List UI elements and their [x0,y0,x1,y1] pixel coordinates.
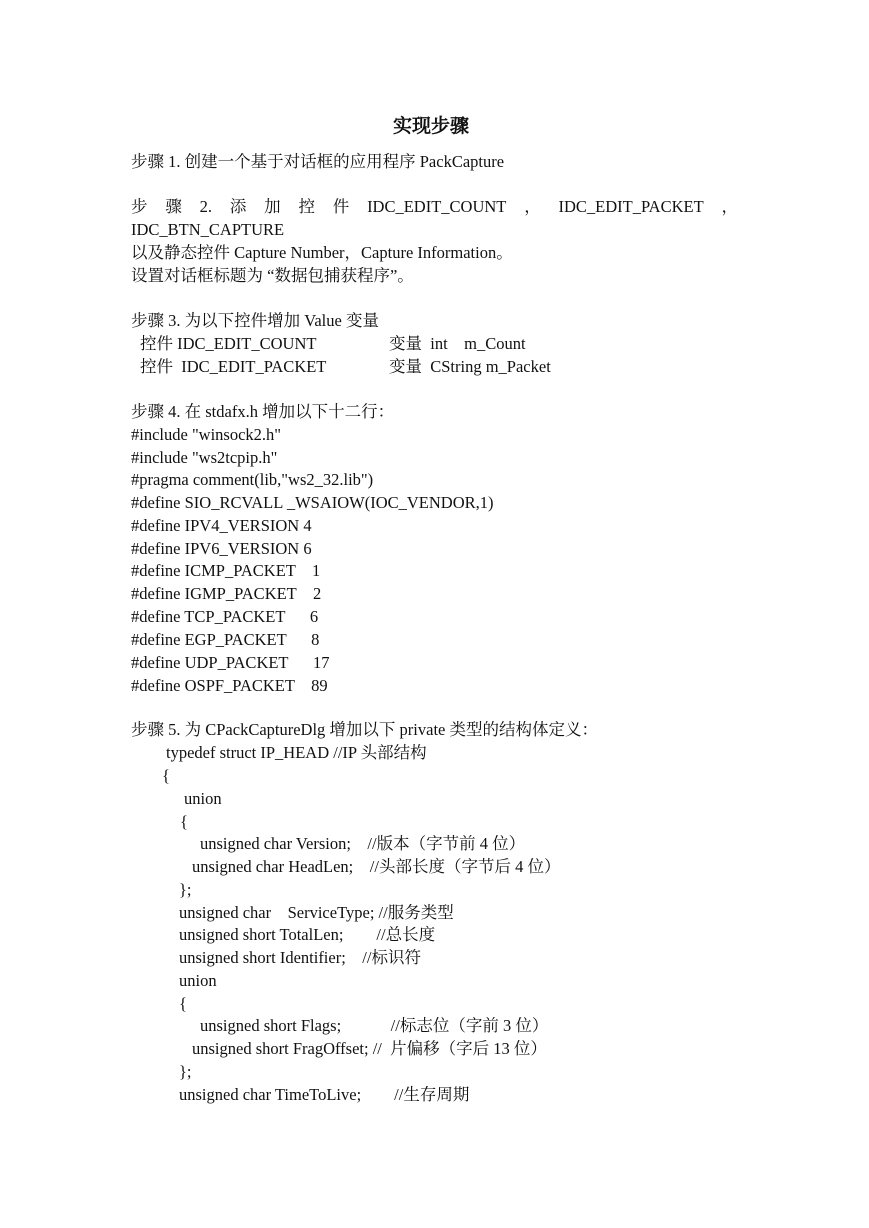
code-line: unsigned char TimeToLive; //生存周期 [179,1085,470,1104]
step3-control: 控件 IDC_EDIT_COUNT [140,334,317,353]
code-line: { [179,994,187,1013]
step2-line4: 设置对话框标题为 “数据包捕获程序”。 [131,266,414,285]
step2-line2: IDC_BTN_CAPTURE [131,220,285,239]
code-line: #define IPV6_VERSION 6 [131,539,312,558]
step2-word: 件 [332,197,350,216]
step2-word: IDC_EDIT_PACKET [558,197,704,216]
step2-word: 2. [199,197,212,216]
step2-line1 [131,197,738,217]
code-line: #define ICMP_PACKET 1 [131,561,321,580]
page-title: 实现步骤 [393,116,470,137]
code-line: #define IPV4_VERSION 4 [131,516,312,535]
code-line: #define IGMP_PACKET 2 [131,584,322,603]
step4-heading: 步骤 4. 在 stdafx.h 增加以下十二行： [131,402,395,421]
code-line: { [162,766,170,785]
step2-word: ， [524,197,541,216]
step2-word: 加 [264,197,281,216]
code-line: unsigned char ServiceType; //服务类型 [179,903,454,922]
code-line: union [179,971,217,990]
code-line: unsigned short Identifier; //标识符 [179,948,421,967]
code-line: #define OSPF_PACKET 89 [131,676,328,695]
code-line: unsigned short FragOffset; // 片偏移（字后 13 位） [192,1039,547,1058]
step2-word: 控 [298,197,315,216]
code-line: typedef struct IP_HEAD //IP 头部结构 [166,743,427,762]
code-line: #define TCP_PACKET 6 [131,607,319,626]
step2-word: 骤 [165,197,182,216]
code-line: { [180,812,188,831]
code-line: #define EGP_PACKET 8 [131,630,320,649]
code-line: unsigned short TotalLen; //总长度 [179,925,436,944]
step1-text: 步骤 1. 创建一个基于对话框的应用程序 PackCapture [131,152,505,171]
code-line: }; [179,880,192,899]
step3-heading: 步骤 3. 为以下控件增加 Value 变量 [131,311,379,330]
step5-heading: 步骤 5. 为 CPackCaptureDlg 增加以下 private 类型的结构体定义： [131,720,598,739]
code-line: #include "ws2tcpip.h" [131,448,278,467]
code-line: unsigned char Version; //版本（字节前 4 位） [200,834,526,853]
code-line: #include "winsock2.h" [131,425,282,444]
code-line: union [184,789,222,808]
step2-line3: 以及静态控件 Capture Number，Capture Information。 [131,243,513,262]
step3-control: 控件 IDC_EDIT_PACKET [140,357,327,376]
code-line: #define SIO_RCVALL _WSAIOW(IOC_VENDOR,1) [131,493,494,512]
code-line: #pragma comment(lib,"ws2_32.lib") [131,470,374,489]
step3-variable: 变量 CString m_Packet [389,357,551,376]
step2-word: ， [721,197,738,216]
step2-word: 步 [131,197,148,216]
code-line: unsigned short Flags; //标志位（字前 3 位） [200,1016,549,1035]
code-line: unsigned char HeadLen; //头部长度（字节后 4 位） [192,857,561,876]
step2-word: 添 [229,197,247,216]
code-line: #define UDP_PACKET 17 [131,653,330,672]
step3-variable: 变量 int m_Count [389,334,526,353]
code-line: }; [179,1062,192,1081]
step2-word: IDC_EDIT_COUNT [367,197,507,216]
